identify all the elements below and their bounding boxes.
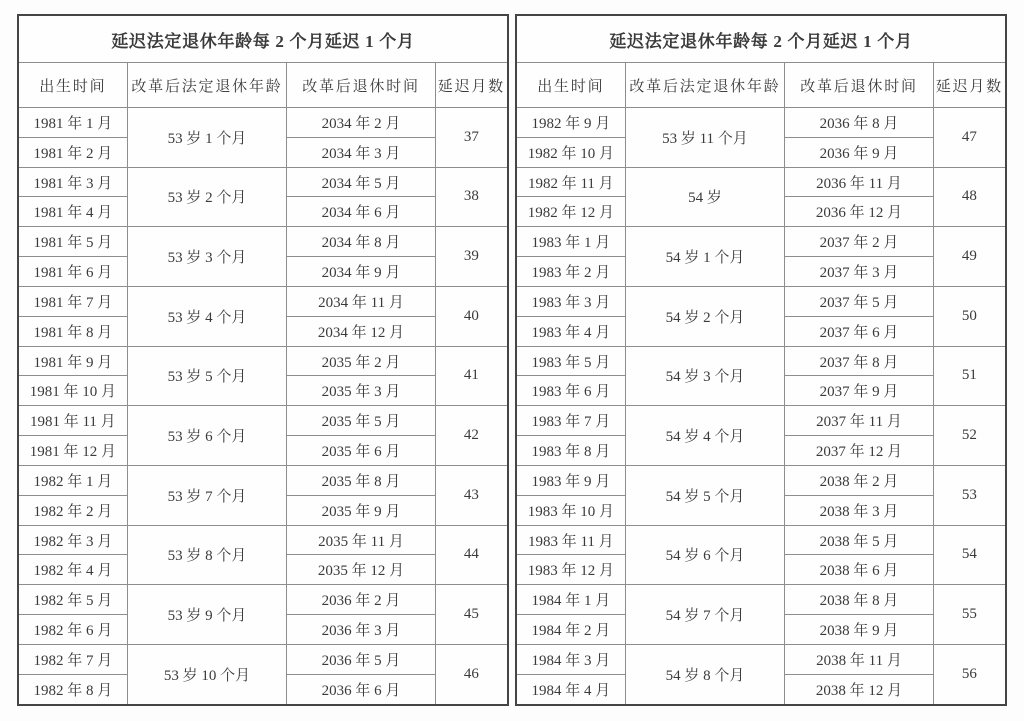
delay-months-cell: 54 bbox=[933, 525, 1006, 585]
birth-month-cell: 1983 年 11 月 bbox=[516, 525, 625, 555]
birth-month-cell: 1981 年 4 月 bbox=[18, 197, 127, 227]
column-header-statutory-age: 改革后法定退休年龄 bbox=[127, 63, 287, 108]
table-row bbox=[18, 465, 508, 495]
birth-month-cell: 1984 年 4 月 bbox=[516, 674, 625, 705]
delay-months-cell: 46 bbox=[435, 644, 508, 705]
delay-months-cell: 48 bbox=[933, 167, 1006, 227]
birth-month-cell: 1981 年 6 月 bbox=[18, 257, 127, 287]
delay-months-cell: 45 bbox=[435, 585, 508, 645]
table-row bbox=[516, 346, 1006, 376]
table-title-row bbox=[18, 15, 508, 63]
retire-time-cell: 2037 年 2 月 bbox=[785, 227, 934, 257]
retire-time-cell: 2037 年 6 月 bbox=[785, 316, 934, 346]
delay-months-cell: 47 bbox=[933, 108, 1006, 168]
retire-time-cell: 2036 年 11 月 bbox=[785, 167, 934, 197]
table-body-right bbox=[516, 108, 1006, 706]
retire-time-cell: 2038 年 12 月 bbox=[785, 674, 934, 705]
retire-time-cell: 2037 年 11 月 bbox=[785, 406, 934, 436]
birth-month-cell: 1982 年 2 月 bbox=[18, 495, 127, 525]
delay-months-cell: 42 bbox=[435, 406, 508, 466]
birth-month-cell: 1981 年 10 月 bbox=[18, 376, 127, 406]
statutory-age-cell: 54 岁 2 个月 bbox=[625, 286, 785, 346]
table-row bbox=[18, 108, 508, 138]
table-row bbox=[516, 167, 1006, 197]
retire-time-cell: 2035 年 2 月 bbox=[287, 346, 436, 376]
delay-months-cell: 56 bbox=[933, 644, 1006, 705]
retire-time-cell: 2038 年 11 月 bbox=[785, 644, 934, 674]
table-row bbox=[516, 644, 1006, 674]
retire-time-cell: 2035 年 6 月 bbox=[287, 436, 436, 466]
birth-month-cell: 1982 年 3 月 bbox=[18, 525, 127, 555]
table-row bbox=[516, 465, 1006, 495]
statutory-age-cell: 53 岁 11 个月 bbox=[625, 108, 785, 168]
statutory-age-cell: 54 岁 8 个月 bbox=[625, 644, 785, 705]
retire-time-cell: 2036 年 5 月 bbox=[287, 644, 436, 674]
retire-time-cell: 2034 年 12 月 bbox=[287, 316, 436, 346]
table-row bbox=[516, 108, 1006, 138]
table-row bbox=[18, 346, 508, 376]
delay-months-cell: 52 bbox=[933, 406, 1006, 466]
birth-month-cell: 1984 年 3 月 bbox=[516, 644, 625, 674]
birth-month-cell: 1983 年 9 月 bbox=[516, 465, 625, 495]
birth-month-cell: 1981 年 8 月 bbox=[18, 316, 127, 346]
birth-month-cell: 1983 年 4 月 bbox=[516, 316, 625, 346]
table-title: 延迟法定退休年龄每 2 个月延迟 1 个月 bbox=[18, 15, 508, 63]
statutory-age-cell: 53 岁 8 个月 bbox=[127, 525, 287, 585]
statutory-age-cell: 54 岁 6 个月 bbox=[625, 525, 785, 585]
retire-time-cell: 2038 年 6 月 bbox=[785, 555, 934, 585]
column-header-delay-months: 延迟月数 bbox=[435, 63, 508, 108]
birth-month-cell: 1982 年 6 月 bbox=[18, 615, 127, 645]
birth-month-cell: 1983 年 12 月 bbox=[516, 555, 625, 585]
birth-month-cell: 1981 年 5 月 bbox=[18, 227, 127, 257]
table-row bbox=[516, 227, 1006, 257]
retire-time-cell: 2034 年 8 月 bbox=[287, 227, 436, 257]
birth-month-cell: 1982 年 7 月 bbox=[18, 644, 127, 674]
statutory-age-cell: 53 岁 2 个月 bbox=[127, 167, 287, 227]
retire-time-cell: 2034 年 6 月 bbox=[287, 197, 436, 227]
birth-month-cell: 1983 年 6 月 bbox=[516, 376, 625, 406]
retire-time-cell: 2034 年 3 月 bbox=[287, 137, 436, 167]
statutory-age-cell: 53 岁 6 个月 bbox=[127, 406, 287, 466]
table-row bbox=[18, 227, 508, 257]
table-row bbox=[18, 644, 508, 674]
statutory-age-cell: 53 岁 7 个月 bbox=[127, 465, 287, 525]
delay-months-cell: 41 bbox=[435, 346, 508, 406]
statutory-age-cell: 54 岁 bbox=[625, 167, 785, 227]
statutory-age-cell: 53 岁 4 个月 bbox=[127, 286, 287, 346]
birth-month-cell: 1982 年 11 月 bbox=[516, 167, 625, 197]
retire-time-cell: 2038 年 3 月 bbox=[785, 495, 934, 525]
retire-time-cell: 2036 年 6 月 bbox=[287, 674, 436, 705]
retire-time-cell: 2035 年 12 月 bbox=[287, 555, 436, 585]
delay-months-cell: 38 bbox=[435, 167, 508, 227]
retire-time-cell: 2038 年 9 月 bbox=[785, 615, 934, 645]
column-header-statutory-age: 改革后法定退休年龄 bbox=[625, 63, 785, 108]
delay-months-cell: 43 bbox=[435, 465, 508, 525]
retire-time-cell: 2035 年 9 月 bbox=[287, 495, 436, 525]
column-header-row bbox=[516, 63, 1006, 108]
birth-month-cell: 1981 年 7 月 bbox=[18, 286, 127, 316]
birth-month-cell: 1982 年 12 月 bbox=[516, 197, 625, 227]
delay-months-cell: 49 bbox=[933, 227, 1006, 287]
birth-month-cell: 1984 年 1 月 bbox=[516, 585, 625, 615]
statutory-age-cell: 54 岁 1 个月 bbox=[625, 227, 785, 287]
birth-month-cell: 1981 年 3 月 bbox=[18, 167, 127, 197]
birth-month-cell: 1982 年 4 月 bbox=[18, 555, 127, 585]
retirement-table-left bbox=[17, 14, 509, 706]
retire-time-cell: 2037 年 12 月 bbox=[785, 436, 934, 466]
retire-time-cell: 2037 年 5 月 bbox=[785, 286, 934, 316]
retire-time-cell: 2038 年 2 月 bbox=[785, 465, 934, 495]
retire-time-cell: 2035 年 8 月 bbox=[287, 465, 436, 495]
statutory-age-cell: 54 岁 7 个月 bbox=[625, 585, 785, 645]
statutory-age-cell: 54 岁 4 个月 bbox=[625, 406, 785, 466]
retire-time-cell: 2034 年 11 月 bbox=[287, 286, 436, 316]
birth-month-cell: 1984 年 2 月 bbox=[516, 615, 625, 645]
birth-month-cell: 1983 年 1 月 bbox=[516, 227, 625, 257]
retire-time-cell: 2035 年 3 月 bbox=[287, 376, 436, 406]
retire-time-cell: 2036 年 3 月 bbox=[287, 615, 436, 645]
statutory-age-cell: 53 岁 10 个月 bbox=[127, 644, 287, 705]
statutory-age-cell: 53 岁 9 个月 bbox=[127, 585, 287, 645]
birth-month-cell: 1983 年 3 月 bbox=[516, 286, 625, 316]
retire-time-cell: 2035 年 5 月 bbox=[287, 406, 436, 436]
table-row bbox=[18, 585, 508, 615]
retire-time-cell: 2038 年 8 月 bbox=[785, 585, 934, 615]
retire-time-cell: 2034 年 5 月 bbox=[287, 167, 436, 197]
birth-month-cell: 1981 年 12 月 bbox=[18, 436, 127, 466]
birth-month-cell: 1982 年 5 月 bbox=[18, 585, 127, 615]
tables-row bbox=[17, 14, 1007, 706]
table-row bbox=[18, 525, 508, 555]
birth-month-cell: 1982 年 1 月 bbox=[18, 465, 127, 495]
retire-time-cell: 2037 年 8 月 bbox=[785, 346, 934, 376]
table-row bbox=[18, 406, 508, 436]
birth-month-cell: 1981 年 11 月 bbox=[18, 406, 127, 436]
table-row bbox=[516, 525, 1006, 555]
statutory-age-cell: 53 岁 5 个月 bbox=[127, 346, 287, 406]
delay-months-cell: 39 bbox=[435, 227, 508, 287]
birth-month-cell: 1983 年 10 月 bbox=[516, 495, 625, 525]
table-row bbox=[18, 167, 508, 197]
birth-month-cell: 1983 年 5 月 bbox=[516, 346, 625, 376]
birth-month-cell: 1983 年 8 月 bbox=[516, 436, 625, 466]
delay-months-cell: 44 bbox=[435, 525, 508, 585]
table-row bbox=[516, 406, 1006, 436]
birth-month-cell: 1981 年 9 月 bbox=[18, 346, 127, 376]
retire-time-cell: 2034 年 2 月 bbox=[287, 108, 436, 138]
retire-time-cell: 2037 年 3 月 bbox=[785, 257, 934, 287]
table-title: 延迟法定退休年龄每 2 个月延迟 1 个月 bbox=[516, 15, 1006, 63]
table-body-left bbox=[18, 108, 508, 706]
delay-months-cell: 51 bbox=[933, 346, 1006, 406]
table-row bbox=[516, 585, 1006, 615]
statutory-age-cell: 53 岁 3 个月 bbox=[127, 227, 287, 287]
statutory-age-cell: 53 岁 1 个月 bbox=[127, 108, 287, 168]
table-title-row bbox=[516, 15, 1006, 63]
retire-time-cell: 2036 年 12 月 bbox=[785, 197, 934, 227]
delay-months-cell: 37 bbox=[435, 108, 508, 168]
column-header-delay-months: 延迟月数 bbox=[933, 63, 1006, 108]
birth-month-cell: 1982 年 10 月 bbox=[516, 137, 625, 167]
retirement-table-right bbox=[515, 14, 1007, 706]
birth-month-cell: 1983 年 7 月 bbox=[516, 406, 625, 436]
table-row bbox=[18, 286, 508, 316]
retire-time-cell: 2035 年 11 月 bbox=[287, 525, 436, 555]
column-header-birth-time: 出生时间 bbox=[18, 63, 127, 108]
delay-months-cell: 50 bbox=[933, 286, 1006, 346]
retire-time-cell: 2037 年 9 月 bbox=[785, 376, 934, 406]
retire-time-cell: 2036 年 8 月 bbox=[785, 108, 934, 138]
statutory-age-cell: 54 岁 5 个月 bbox=[625, 465, 785, 525]
column-header-retire-time: 改革后退休时间 bbox=[287, 63, 436, 108]
table-row bbox=[516, 286, 1006, 316]
retire-time-cell: 2038 年 5 月 bbox=[785, 525, 934, 555]
birth-month-cell: 1981 年 2 月 bbox=[18, 137, 127, 167]
birth-month-cell: 1981 年 1 月 bbox=[18, 108, 127, 138]
delay-months-cell: 40 bbox=[435, 286, 508, 346]
birth-month-cell: 1982 年 9 月 bbox=[516, 108, 625, 138]
column-header-row bbox=[18, 63, 508, 108]
column-header-birth-time: 出生时间 bbox=[516, 63, 625, 108]
retire-time-cell: 2036 年 2 月 bbox=[287, 585, 436, 615]
birth-month-cell: 1983 年 2 月 bbox=[516, 257, 625, 287]
retire-time-cell: 2034 年 9 月 bbox=[287, 257, 436, 287]
statutory-age-cell: 54 岁 3 个月 bbox=[625, 346, 785, 406]
retire-time-cell: 2036 年 9 月 bbox=[785, 137, 934, 167]
delay-months-cell: 55 bbox=[933, 585, 1006, 645]
delay-months-cell: 53 bbox=[933, 465, 1006, 525]
birth-month-cell: 1982 年 8 月 bbox=[18, 674, 127, 705]
column-header-retire-time: 改革后退休时间 bbox=[785, 63, 934, 108]
